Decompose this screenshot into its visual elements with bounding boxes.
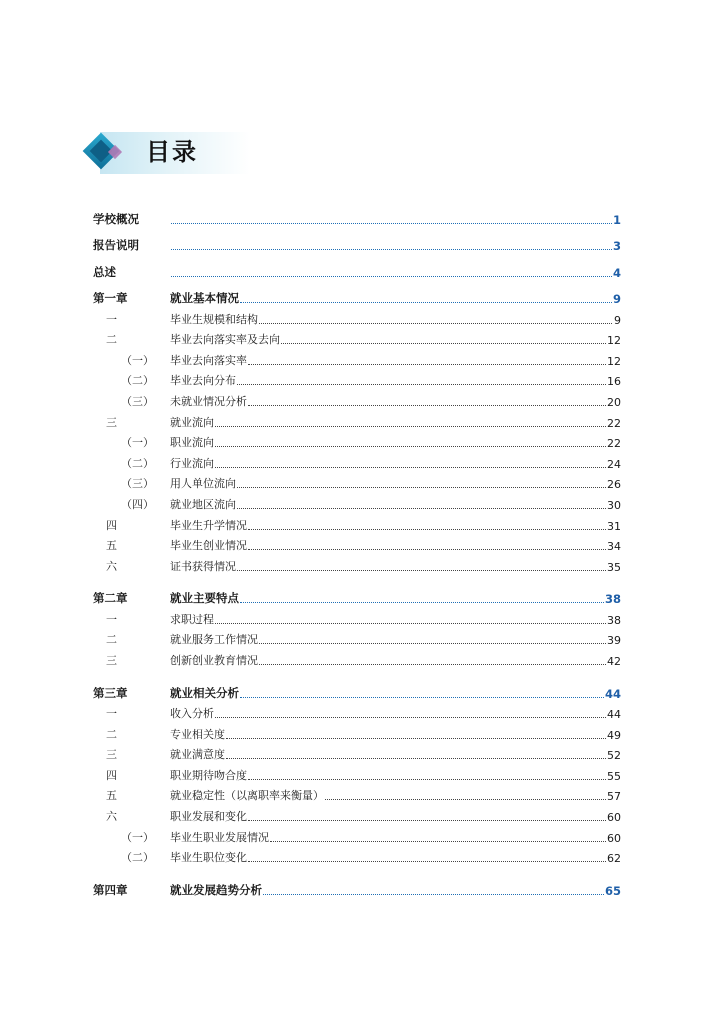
toc-chapter-entry[interactable] (93, 871, 621, 898)
toc-entry[interactable] (93, 347, 621, 368)
toc-dot-leader (259, 323, 612, 324)
toc-entry-number: 三 (106, 415, 117, 429)
toc-page-number: 31 (607, 519, 621, 533)
toc-entry-number: （二） (121, 456, 154, 470)
toc-entry-title: 毕业去向分布 (170, 374, 236, 388)
toc-entry-number: （二） (121, 374, 154, 388)
toc-entry-title: 就业地区流向 (170, 497, 236, 511)
toc-dot-leader (215, 717, 606, 718)
toc-dot-leader (171, 276, 612, 277)
toc-page-number: 9 (614, 313, 621, 327)
toc-entry-number: 报告说明 (93, 238, 139, 252)
toc-entry-title: 毕业生创业情况 (170, 539, 247, 553)
toc-page-number: 4 (612, 265, 621, 280)
page-title: 目录 (146, 138, 198, 166)
toc-page-number: 30 (607, 498, 621, 512)
toc-entry[interactable] (93, 327, 621, 348)
toc-dot-leader (215, 426, 606, 427)
toc-entry-title: 职业流向 (170, 436, 214, 450)
toc-entry-number: （一） (121, 436, 154, 450)
toc-entry-title: 用人单位流向 (170, 477, 236, 491)
toc-page-number: 22 (607, 416, 621, 430)
toc-dot-leader (248, 820, 606, 821)
toc-entry[interactable] (93, 388, 621, 409)
toc-chapter-entry[interactable] (93, 280, 621, 307)
toc-dot-leader (237, 508, 606, 509)
toc-dot-leader (240, 302, 612, 303)
toc-entry[interactable] (93, 368, 621, 389)
toc-entry-title: 专业相关度 (170, 727, 225, 741)
toc-page-number: 38 (607, 613, 621, 627)
toc-entry[interactable] (93, 533, 621, 554)
toc-page-number: 62 (607, 852, 621, 866)
toc-entry-number: 二 (106, 727, 117, 741)
toc-entry[interactable] (93, 471, 621, 492)
toc-entry[interactable] (93, 742, 621, 763)
toc-dot-leader (263, 894, 604, 895)
toc-dot-leader (248, 549, 606, 550)
toc-entry-title: 证书获得情况 (170, 559, 236, 573)
toc-page-number: 35 (607, 560, 621, 574)
toc-dot-leader (226, 738, 606, 739)
toc-entry-title: 职业发展和变化 (170, 810, 247, 824)
toc-entry-number: 第四章 (93, 882, 128, 897)
toc-page-number: 34 (607, 540, 621, 554)
toc-page-number: 3 (612, 239, 621, 253)
toc-page-number: 24 (607, 457, 621, 471)
toc-entry-title: 就业主要特点 (170, 591, 239, 606)
toc-entry-number: 总述 (93, 264, 116, 279)
toc-entry-number: （二） (121, 851, 154, 865)
toc-entry-title: 毕业生职业发展情况 (170, 830, 269, 844)
toc-entry-number: 四 (106, 518, 117, 532)
toc-entry[interactable] (93, 762, 621, 783)
toc-page-number: 57 (607, 790, 621, 804)
toc-entry[interactable] (93, 783, 621, 804)
toc-dot-leader (237, 384, 606, 385)
toc-heading (80, 130, 250, 176)
toc-entry[interactable] (93, 409, 621, 430)
toc-entry-number: 五 (106, 539, 117, 553)
toc-entry-title: 行业流向 (170, 456, 214, 470)
toc-chapter-entry[interactable] (93, 200, 621, 227)
toc-entry-number: 二 (106, 333, 117, 347)
toc-entry[interactable] (93, 553, 621, 574)
toc-entry-title: 就业服务工作情况 (170, 633, 258, 647)
toc-entry[interactable] (93, 721, 621, 742)
toc-page-number: 20 (607, 395, 621, 409)
toc-entry-title: 求职过程 (170, 612, 214, 626)
toc-entry-title: 毕业去向落实率 (170, 353, 247, 367)
toc-entry-number: 三 (106, 748, 117, 762)
toc-page-number: 38 (604, 592, 621, 607)
toc-entry[interactable] (93, 606, 621, 627)
toc-entry-title: 职业期待吻合度 (170, 768, 247, 782)
table-of-contents (93, 200, 621, 898)
toc-dot-leader (248, 405, 606, 406)
toc-entry[interactable] (93, 803, 621, 824)
toc-entry-number: 第二章 (93, 591, 128, 606)
toc-entry-number: 六 (106, 810, 117, 824)
toc-entry[interactable] (93, 627, 621, 648)
toc-chapter-entry[interactable] (93, 580, 621, 607)
toc-dot-leader (281, 343, 606, 344)
toc-entry[interactable] (93, 306, 621, 327)
toc-page-number: 60 (607, 831, 621, 845)
toc-page-number: 22 (607, 437, 621, 451)
toc-entry-number: （一） (121, 830, 154, 844)
toc-entry-title: 毕业生职位变化 (170, 851, 247, 865)
toc-dot-leader (215, 467, 606, 468)
toc-entry-title: 收入分析 (170, 707, 214, 721)
toc-page-number: 65 (604, 883, 621, 898)
toc-entry-number: （一） (121, 353, 154, 367)
toc-chapter-entry[interactable] (93, 253, 621, 280)
toc-entry-number: 二 (106, 633, 117, 647)
toc-entry-title: 创新创业教育情况 (170, 654, 258, 667)
toc-dot-leader (237, 487, 606, 488)
toc-entry[interactable] (93, 701, 621, 722)
toc-dot-leader (240, 697, 604, 698)
toc-entry-number: 四 (106, 768, 117, 782)
toc-entry-number: 第一章 (93, 291, 128, 305)
toc-dot-leader (215, 446, 606, 447)
toc-entry-title: 毕业生升学情况 (170, 518, 247, 532)
toc-dot-leader (270, 841, 606, 842)
toc-page-number: 55 (607, 769, 621, 783)
toc-entry[interactable] (93, 450, 621, 471)
toc-entry-title: 毕业生规模和结构 (170, 312, 258, 326)
toc-entry-title: 未就业情况分析 (170, 394, 247, 408)
toc-dot-leader (248, 364, 606, 365)
toc-entry[interactable] (93, 845, 621, 866)
toc-entry-title: 就业相关分析 (170, 685, 239, 700)
toc-page-number: 9 (612, 292, 621, 306)
toc-page-number: 12 (607, 334, 621, 348)
toc-page-number: 16 (607, 375, 621, 389)
toc-entry-title: 就业满意度 (170, 748, 225, 762)
toc-entry-title: 就业流向 (170, 415, 214, 429)
toc-page-number: 12 (607, 354, 621, 368)
toc-entry-number: 五 (106, 789, 117, 803)
toc-entry[interactable] (93, 512, 621, 533)
toc-dot-leader (259, 664, 606, 665)
toc-dot-leader (325, 799, 606, 800)
toc-entry[interactable] (93, 647, 621, 668)
toc-entry[interactable] (93, 824, 621, 845)
toc-page-number: 49 (607, 728, 621, 742)
toc-entry-title: 就业稳定性（以离职率来衡量） (170, 789, 324, 803)
toc-entry-number: （三） (121, 477, 154, 491)
toc-chapter-entry[interactable] (93, 674, 621, 701)
toc-entry-number: 学校概况 (93, 211, 139, 226)
toc-dot-leader (248, 861, 606, 862)
toc-dot-leader (237, 570, 606, 571)
diamond-logo-icon (80, 130, 126, 176)
toc-page-number: 44 (607, 708, 621, 722)
toc-entry[interactable] (93, 430, 621, 451)
toc-dot-leader (248, 529, 606, 530)
toc-entry-number: 六 (106, 559, 117, 573)
toc-entry-number: 一 (106, 612, 117, 626)
toc-page-number: 39 (607, 634, 621, 648)
toc-entry-title: 毕业去向落实率及去向 (170, 333, 280, 347)
toc-entry[interactable] (93, 491, 621, 512)
toc-entry-title: 就业基本情况 (170, 291, 239, 305)
toc-entry-number: （三） (121, 394, 154, 408)
toc-page-number: 42 (607, 655, 621, 668)
toc-chapter-entry[interactable] (93, 227, 621, 254)
toc-dot-leader (171, 249, 612, 250)
toc-dot-leader (171, 223, 612, 224)
toc-entry-number: 三 (106, 654, 117, 667)
toc-page-number: 60 (607, 811, 621, 825)
toc-entry-number: 第三章 (93, 685, 128, 700)
toc-dot-leader (259, 643, 606, 644)
toc-page-number: 26 (607, 478, 621, 492)
toc-entry-number: 一 (106, 707, 117, 721)
toc-entry-number: 一 (106, 312, 117, 326)
toc-page-number: 1 (612, 212, 621, 227)
toc-entry-title: 就业发展趋势分析 (170, 882, 262, 897)
toc-dot-leader (215, 623, 606, 624)
toc-dot-leader (226, 758, 606, 759)
toc-dot-leader (248, 779, 606, 780)
toc-dot-leader (240, 602, 604, 603)
toc-page-number: 52 (607, 749, 621, 763)
toc-entry-number: （四） (121, 497, 154, 511)
toc-page-number: 44 (604, 686, 621, 701)
